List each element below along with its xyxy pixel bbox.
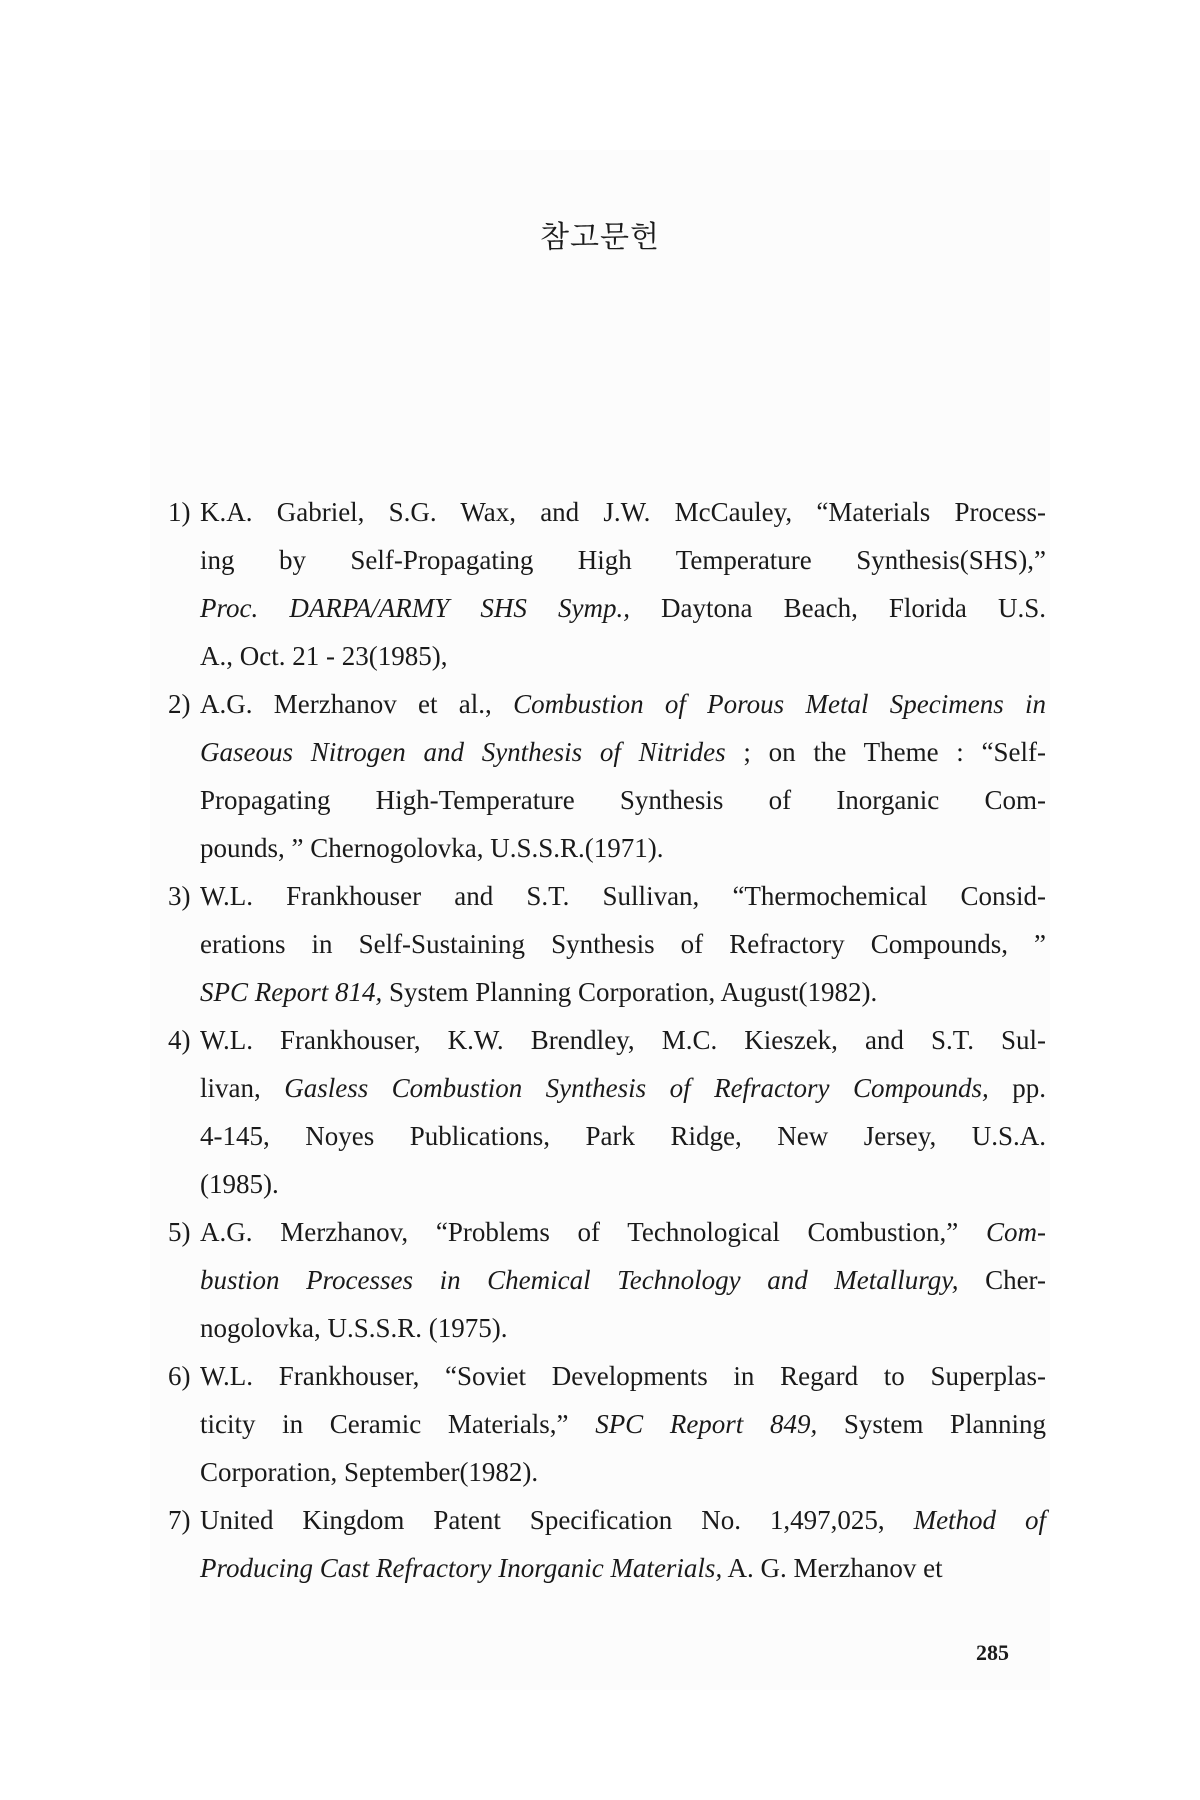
reference-number: 1): [168, 497, 191, 527]
text: nogolovka, U.S.S.R. (1975).: [200, 1313, 508, 1343]
reference-line: [200, 1256, 1046, 1304]
text: A.G. Merzhanov, “Problems of Technological Combustion,”: [200, 1217, 986, 1247]
reference-line: [200, 920, 1046, 968]
reference-number: 3): [168, 881, 191, 911]
text: Daytona Beach, Florida U.S.: [629, 593, 1047, 623]
reference-line: [200, 488, 1046, 536]
text: United Kingdom Patent Specification No. 1,497,025,: [200, 1505, 914, 1535]
reference-line: [200, 1496, 1046, 1544]
page-number: 285: [976, 1640, 1009, 1665]
reference-line: [200, 968, 1046, 1016]
reference-line: [200, 1016, 1046, 1064]
reference-item: [168, 1016, 1046, 1208]
text: System Planning Corporation, August(1982).: [382, 977, 878, 1007]
reference-number: 5): [168, 1217, 191, 1247]
reference-item: [168, 1496, 1046, 1592]
text: W.L. Frankhouser, K.W. Brendley, M.C. Kieszek, and S.T. Sul-: [200, 1025, 1046, 1055]
reference-line: [200, 536, 1046, 584]
text: pp.: [988, 1073, 1046, 1103]
reference-number: 6): [168, 1361, 191, 1391]
reference-line: [200, 584, 1046, 632]
reference-number: 4): [168, 1025, 191, 1055]
text: A.G. Merzhanov et al.,: [200, 689, 514, 719]
italic-text: Gasless Combustion Synthesis of Refractory Compounds,: [284, 1073, 989, 1103]
italic-text: SPC Report 849,: [595, 1409, 818, 1439]
reference-item: [168, 1208, 1046, 1352]
text: livan,: [200, 1073, 285, 1103]
italic-text: bustion Processes in Chemical Technology and Metallurgy,: [200, 1265, 959, 1295]
reference-line: [200, 1208, 1046, 1256]
italic-text: Proc. DARPA/ARMY SHS Symp.,: [200, 593, 630, 623]
reference-number: 7): [168, 1505, 191, 1535]
italic-text: Com-: [986, 1217, 1046, 1247]
text: Corporation, September(1982).: [200, 1457, 539, 1487]
reference-line: [200, 1400, 1046, 1448]
text: ; on the Theme : “Self-: [725, 737, 1046, 767]
reference-line: [200, 728, 1046, 776]
italic-text: Producing Cast Refractory Inorganic Materials,: [200, 1553, 723, 1583]
text: A., Oct. 21 - 23(1985),: [200, 641, 448, 671]
reference-line: [200, 1544, 1046, 1592]
italic-text: Method of: [913, 1505, 1046, 1535]
text: A. G. Merzhanov et: [722, 1553, 943, 1583]
reference-number: 2): [168, 689, 191, 719]
text: erations in Self-Sustaining Synthesis of Refractory Compounds, ”: [200, 929, 1046, 959]
reference-line: [200, 1352, 1046, 1400]
italic-text: SPC Report 814,: [200, 977, 383, 1007]
italic-text: Gaseous Nitrogen and Synthesis of Nitrides: [200, 737, 726, 767]
reference-line: [200, 872, 1046, 920]
text: W.L. Frankhouser and S.T. Sullivan, “Thermochemical Consid-: [200, 881, 1046, 911]
reference-item: [168, 872, 1046, 1016]
text: Cher-: [958, 1265, 1047, 1295]
reference-line: [200, 680, 1046, 728]
text: System Planning: [817, 1409, 1046, 1439]
reference-line: [200, 1064, 1046, 1112]
reference-line: [200, 632, 1046, 680]
reference-line: [200, 776, 1046, 824]
reference-line: [200, 1160, 1046, 1208]
text: 4-145, Noyes Publications, Park Ridge, New Jersey, U.S.A.: [200, 1121, 1046, 1151]
reference-line: [200, 1448, 1046, 1496]
text: Propagating High-Temperature Synthesis of Inorganic Com-: [200, 785, 1046, 815]
reference-list: [168, 488, 1046, 1592]
reference-line: [200, 1304, 1046, 1352]
text: ing by Self-Propagating High Temperature Synthesis(SHS),”: [200, 545, 1046, 575]
italic-text: Combustion of Porous Metal Specimens in: [513, 689, 1046, 719]
reference-line: [200, 824, 1046, 872]
reference-item: [168, 488, 1046, 680]
text: ticity in Ceramic Materials,”: [200, 1409, 596, 1439]
reference-line: [200, 1112, 1046, 1160]
text: (1985).: [200, 1169, 279, 1199]
reference-item: [168, 680, 1046, 872]
text: K.A. Gabriel, S.G. Wax, and J.W. McCauley, “Materials Process-: [200, 497, 1046, 527]
reference-item: [168, 1352, 1046, 1496]
text: W.L. Frankhouser, “Soviet Developments in Regard to Superplas-: [200, 1361, 1046, 1391]
text: pounds, ” Chernogolovka, U.S.S.R.(1971).: [200, 833, 664, 863]
page-title: 참고문헌: [540, 220, 660, 255]
